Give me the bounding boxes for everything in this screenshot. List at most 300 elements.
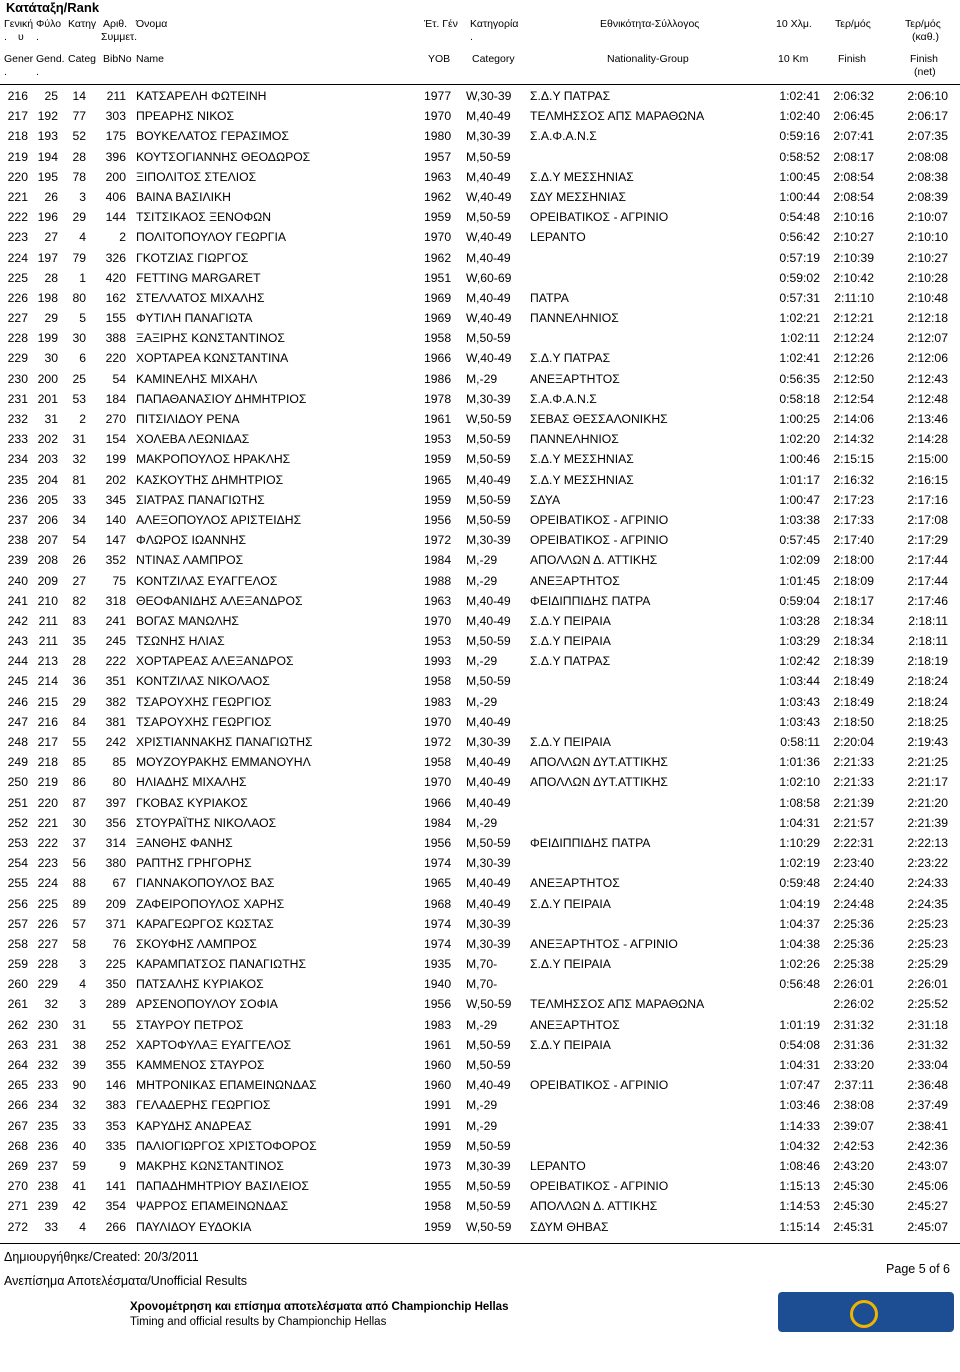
table-row xyxy=(0,853,960,873)
table-cell: 30 xyxy=(44,351,58,366)
table-cell: 2:17:08 xyxy=(907,512,948,527)
table-cell: 2:18:50 xyxy=(833,714,874,729)
table-cell: 90 xyxy=(72,1078,86,1093)
table-row xyxy=(0,308,960,328)
table-cell: 266 xyxy=(105,1219,126,1234)
table-cell: 1951 xyxy=(424,270,452,285)
table-cell: 236 xyxy=(37,1138,58,1153)
table-cell: ΤΣΑΡΟΥΧΗΣ ΓΕΩΡΓΙΟΣ xyxy=(136,714,272,729)
table-cell: 2:45:30 xyxy=(833,1199,874,1214)
table-cell: ΠΑΥΛΙΔΟΥ ΕΥΔΟΚΙΑ xyxy=(136,1219,252,1234)
table-cell: ΑΠΟΛΛΩΝ ΔΥΤ.ΑΤΤΙΚΗΣ xyxy=(530,755,668,770)
table-cell: 246 xyxy=(7,694,28,709)
table-cell: ΠΑΝΝΕΛΗΝΙΟΣ xyxy=(530,311,619,326)
table-row xyxy=(0,571,960,591)
table-cell: 1:01:36 xyxy=(779,755,820,770)
table-cell: 239 xyxy=(37,1199,58,1214)
table-cell: 2:21:33 xyxy=(833,755,874,770)
table-cell: 2:18:39 xyxy=(833,654,874,669)
table-cell: 2:25:36 xyxy=(833,936,874,951)
table-row xyxy=(0,974,960,994)
table-cell: ΤΣΙΤΣΙΚΑΟΣ ΞΕΝΟΦΩΝ xyxy=(136,210,272,225)
table-cell: 2:10:42 xyxy=(833,270,874,285)
table-cell: 2:10:48 xyxy=(907,290,948,305)
table-cell: 0:54:48 xyxy=(779,210,820,225)
table-cell: 2:19:43 xyxy=(907,735,948,749)
table-cell: 0:58:11 xyxy=(780,735,820,749)
table-cell: M,40-49 xyxy=(466,755,511,770)
table-cell: 162 xyxy=(105,290,126,305)
table-cell: 0:57:45 xyxy=(779,533,820,548)
table-cell: 265 xyxy=(7,1078,28,1093)
table-cell: 253 xyxy=(7,835,28,850)
table-cell: 1:07:47 xyxy=(779,1078,820,1093)
table-cell: 1970 xyxy=(424,714,452,729)
table-cell: ΓΙΑΝΝΑΚΟΠΟΥΛΟΣ ΒΑΣ xyxy=(136,876,275,891)
table-cell: 239 xyxy=(7,553,28,568)
table-row xyxy=(0,288,960,308)
table-cell: 2:37:11 xyxy=(834,1078,874,1093)
table-cell: 30 xyxy=(72,815,86,830)
table-cell: 2:18:09 xyxy=(833,573,874,588)
table-cell: 2:10:39 xyxy=(833,250,874,265)
table-cell: 35 xyxy=(72,634,86,649)
table-cell: 1:00:44 xyxy=(779,189,820,204)
table-cell: ΧΟΡΤΑΡΕΑΣ ΑΛΕΞΑΝΔΡΟΣ xyxy=(136,654,294,669)
table-cell: ΓΚΟΤΖΙΑΣ ΓΙΩΡΓΟΣ xyxy=(136,250,249,265)
table-cell: 388 xyxy=(105,331,126,346)
table-cell: ΚΑΜΙΝΕΛΗΣ ΜΙΧΑΗΛ xyxy=(136,371,258,386)
table-cell: 39 xyxy=(72,1058,86,1072)
table-cell: 272 xyxy=(7,1219,28,1234)
table-cell: M,50-59 xyxy=(466,492,511,507)
table-cell: 2:45:06 xyxy=(907,1179,948,1194)
table-row xyxy=(0,207,960,227)
table-cell: 204 xyxy=(37,472,58,487)
table-cell: ΒΟΓΑΣ ΜΑΝΩΛΗΣ xyxy=(136,613,239,628)
table-cell: 200 xyxy=(37,371,58,386)
table-cell: ΠΙΤΣΙΛΙΔΟΥ ΡΕΝΑ xyxy=(136,412,240,426)
table-cell: 2:37:49 xyxy=(907,1098,948,1113)
table-cell: M,50-59 xyxy=(466,1058,511,1072)
table-cell: 262 xyxy=(7,1017,28,1032)
table-cell: Σ.Α.Φ.Α.Ν.Σ xyxy=(530,129,597,144)
table-cell: M,40-49 xyxy=(466,613,511,628)
table-cell: M,50-59 xyxy=(466,512,511,527)
table-cell: M,50-59 xyxy=(466,331,511,346)
table-cell: 224 xyxy=(7,250,28,265)
table-cell: 147 xyxy=(105,533,126,548)
table-cell: 83 xyxy=(72,613,86,628)
table-cell: 245 xyxy=(105,634,126,649)
table-cell: 345 xyxy=(105,492,126,507)
table-cell: 1935 xyxy=(424,957,452,972)
table-cell: 2:21:39 xyxy=(833,795,874,810)
table-cell: ΟΡΕΙΒΑΤΙΚΟΣ - ΑΓΡΙΝΙΟ xyxy=(530,1078,669,1093)
table-cell: 1:03:44 xyxy=(779,674,820,689)
table-cell: 2:26:01 xyxy=(907,977,948,992)
table-cell: ΧΑΡΤΟΦΥΛΑΞ ΕΥΑΓΓΕΛΟΣ xyxy=(136,1037,292,1052)
table-cell: W,60-69 xyxy=(466,270,512,285)
table-cell: 1956 xyxy=(424,835,452,850)
table-cell: Σ.Α.Φ.Α.Ν.Σ xyxy=(530,391,597,406)
table-cell: 2:17:46 xyxy=(907,593,948,608)
table-cell: 2:06:45 xyxy=(833,109,874,124)
table-cell: 4 xyxy=(79,1219,86,1234)
table-cell: 260 xyxy=(7,977,28,992)
table-cell: 259 xyxy=(7,957,28,972)
table-cell: 78 xyxy=(72,169,86,184)
table-cell: 231 xyxy=(7,391,28,406)
table-cell: 2:18:00 xyxy=(833,553,874,568)
table-cell: 335 xyxy=(105,1138,126,1153)
table-cell: ΟΡΕΙΒΑΤΙΚΟΣ - ΑΓΡΙΝΙΟ xyxy=(530,210,669,225)
table-cell: 2:22:31 xyxy=(833,835,874,850)
table-cell: ΣΙΑΤΡΑΣ ΠΑΝΑΓΙΩΤΗΣ xyxy=(136,492,265,507)
table-cell: 2:25:23 xyxy=(907,936,948,951)
table-cell: 205 xyxy=(37,492,58,507)
championchip-logo: CHAMPIONCHIP xyxy=(778,1292,954,1332)
table-cell: ΞΙΠΟΛΙΤΟΣ ΣΤΕΛΙΟΣ xyxy=(136,169,257,184)
table-cell: 1959 xyxy=(424,210,452,225)
column-header-english: Gener Gend. Categ BibNo Name YOB Category Nationality-Group 10 Km Finish Finish . . (net) xyxy=(4,53,939,78)
table-cell: 2:31:32 xyxy=(833,1017,874,1032)
table-cell: ΜΗΤΡΟΝΙΚΑΣ ΕΠΑΜΕΙΝΩΝΔΑΣ xyxy=(136,1078,317,1093)
table-cell: ΜΑΚΡΗΣ ΚΩΝΣΤΑΝΤΙΝΟΣ xyxy=(136,1158,284,1173)
table-cell: 235 xyxy=(37,1118,58,1133)
table-cell: 2:33:20 xyxy=(833,1058,874,1072)
table-cell: ΚΟΝΤΖΙΛΑΣ ΝΙΚΟΛΑΟΣ xyxy=(136,674,270,689)
table-row xyxy=(0,147,960,167)
table-cell: ΠΑΤΡΑ xyxy=(530,290,569,305)
hdr-finish-net: Τερ/μός xyxy=(905,18,941,30)
table-cell: 211 xyxy=(106,89,126,103)
table-cell: 219 xyxy=(37,775,58,790)
results-table xyxy=(0,86,960,1237)
table-cell: 1966 xyxy=(424,795,452,810)
table-cell: 270 xyxy=(105,412,126,426)
table-cell: 154 xyxy=(105,432,126,447)
table-cell: 87 xyxy=(72,795,86,810)
table-cell: M,-29 xyxy=(466,1118,498,1133)
table-cell: M,-29 xyxy=(466,654,498,669)
table-cell: 380 xyxy=(105,856,126,871)
table-cell: M,40-49 xyxy=(466,169,511,184)
table-cell: M,50-59 xyxy=(466,1037,511,1052)
table-cell: 86 xyxy=(72,775,86,790)
table-cell: ΤΕΛΜΗΣΣΟΣ ΑΠΣ ΜΑΡΑΘΩΝΑ xyxy=(530,997,705,1012)
created-date: Δημιουργήθηκε/Created: 20/3/2011 xyxy=(4,1250,199,1264)
table-cell: 233 xyxy=(7,432,28,447)
table-cell: 228 xyxy=(7,331,28,346)
table-cell: ΜΑΚΡΟΠΟΥΛΟΣ ΗΡΑΚΛΗΣ xyxy=(136,452,291,467)
table-cell: 420 xyxy=(105,270,126,285)
table-cell: 85 xyxy=(112,755,126,770)
table-cell: 2:24:33 xyxy=(907,876,948,891)
table-cell: 1:03:43 xyxy=(779,694,820,709)
table-cell: 202 xyxy=(105,472,126,487)
table-row xyxy=(0,1156,960,1176)
table-cell: 184 xyxy=(105,391,126,406)
table-row xyxy=(0,389,960,409)
table-cell: M,-29 xyxy=(466,573,498,588)
table-cell: 1959 xyxy=(424,492,452,507)
table-row xyxy=(0,1196,960,1216)
table-cell: M,30-39 xyxy=(466,1158,511,1173)
table-cell: 2:21:57 xyxy=(833,815,874,830)
table-cell: M,30-39 xyxy=(466,533,511,548)
table-cell: 33 xyxy=(72,1118,86,1133)
hdr-bib: Αριθ. xyxy=(103,18,128,30)
table-cell: 2:06:32 xyxy=(833,89,874,103)
table-cell: 201 xyxy=(37,391,58,406)
table-cell: 229 xyxy=(7,351,28,366)
table-cell: 228 xyxy=(37,957,58,972)
table-cell: 1961 xyxy=(424,412,452,426)
table-cell: 57 xyxy=(72,916,86,931)
table-cell: 2:14:32 xyxy=(833,432,874,447)
footer-divider xyxy=(0,1243,960,1244)
table-cell: 397 xyxy=(105,795,126,810)
table-cell: 314 xyxy=(105,835,126,850)
table-cell: 75 xyxy=(112,573,126,588)
table-cell: Σ.Δ.Υ ΠΕΙΡΑΙΑ xyxy=(530,613,611,628)
table-cell: 2 xyxy=(119,230,126,245)
table-cell: 2:17:44 xyxy=(907,573,948,588)
table-cell: 2:16:32 xyxy=(833,472,874,487)
table-cell: 209 xyxy=(37,573,58,588)
table-cell: ΜΟΥΖΟΥΡΑΚΗΣ ΕΜΜΑΝΟΥΗΛ xyxy=(136,755,311,770)
table-cell: 2:10:07 xyxy=(907,210,948,225)
table-cell: 88 xyxy=(72,876,86,891)
table-cell: 80 xyxy=(72,290,86,305)
table-cell: 1974 xyxy=(424,916,452,931)
table-cell: 27 xyxy=(44,230,58,245)
table-cell: M,40-49 xyxy=(466,593,511,608)
table-cell: 0:59:48 xyxy=(779,876,820,891)
table-cell: ΑΝΕΞΑΡΤΗΤΟΣ xyxy=(530,876,620,891)
table-cell: ΠΑΛΙΟΓΙΩΡΓΟΣ ΧΡΙΣΤΟΦΟΡΟΣ xyxy=(136,1138,317,1153)
table-cell: LEPANTO xyxy=(530,1158,586,1173)
table-cell: 326 xyxy=(105,250,126,265)
table-cell: 2 xyxy=(79,412,86,426)
table-cell: 2:26:01 xyxy=(833,977,874,992)
table-cell: 2:43:07 xyxy=(907,1158,948,1173)
table-cell: 14 xyxy=(72,89,86,103)
table-cell: 0:56:42 xyxy=(779,230,820,245)
table-cell: ΣΤΟΥΡΑΪΤΗΣ ΝΙΚΟΛΑΟΣ xyxy=(136,815,277,830)
table-cell: 261 xyxy=(7,997,28,1012)
table-cell: 351 xyxy=(105,674,126,689)
table-cell: 2:31:18 xyxy=(907,1017,948,1032)
table-cell: Σ.Δ.Υ ΠΕΙΡΑΙΑ xyxy=(530,896,611,911)
table-cell: 1959 xyxy=(424,1219,452,1234)
table-row xyxy=(0,651,960,671)
table-cell: 2:14:06 xyxy=(833,412,874,426)
table-cell: M,40-49 xyxy=(466,109,511,124)
table-row xyxy=(0,894,960,914)
table-cell: ΟΡΕΙΒΑΤΙΚΟΣ - ΑΓΡΙΝΙΟ xyxy=(530,533,669,548)
table-cell: 218 xyxy=(7,129,28,144)
table-cell: 396 xyxy=(105,149,126,164)
table-cell: 1:02:26 xyxy=(779,957,820,972)
table-cell: 2:24:35 xyxy=(907,896,948,911)
table-cell: 1:02:42 xyxy=(779,654,820,669)
table-cell: 2:12:54 xyxy=(833,391,874,406)
table-row xyxy=(0,772,960,792)
table-cell: 1958 xyxy=(424,674,452,689)
table-cell: ΝΤΙΝΑΣ ΛΑΜΠΡΟΣ xyxy=(136,553,244,568)
table-row xyxy=(0,1055,960,1075)
table-cell: 1:14:33 xyxy=(779,1118,820,1133)
table-cell: 80 xyxy=(112,775,126,790)
table-cell: 303 xyxy=(105,109,126,124)
table-row xyxy=(0,873,960,893)
table-cell: 1970 xyxy=(424,775,452,790)
table-cell: M,40-49 xyxy=(466,250,511,265)
table-cell: 1962 xyxy=(424,189,452,204)
table-cell: LEPANTO xyxy=(530,230,586,245)
table-cell: 2:21:25 xyxy=(907,755,948,770)
table-row xyxy=(0,793,960,813)
table-cell: ΞΑΝΘΗΣ ΦΑΝΗΣ xyxy=(136,835,233,850)
table-cell: M,-29 xyxy=(466,815,498,830)
table-cell: 32 xyxy=(72,1098,86,1113)
table-cell: 2:20:04 xyxy=(833,735,874,749)
table-cell: 1:04:37 xyxy=(779,916,820,931)
table-cell: 29 xyxy=(44,311,58,326)
table-cell: 54 xyxy=(112,371,126,386)
table-cell: FETTING MARGARET xyxy=(136,270,261,285)
table-cell: 2:38:08 xyxy=(833,1098,874,1113)
table-cell: M,50-59 xyxy=(466,210,511,225)
table-cell: 254 xyxy=(7,856,28,871)
table-cell: 221 xyxy=(37,815,58,830)
table-cell: 1:04:31 xyxy=(779,815,820,830)
table-cell: 1963 xyxy=(424,169,452,184)
table-cell: ΚΑΡΑΜΠΑΤΣΟΣ ΠΑΝΑΓΙΩΤΗΣ xyxy=(136,957,307,972)
table-cell: ΤΕΛΜΗΣΣΟΣ ΑΠΣ ΜΑΡΑΘΩΝΑ xyxy=(530,109,705,124)
table-cell: M,70- xyxy=(466,977,498,992)
table-cell: M,-29 xyxy=(466,694,498,709)
table-cell: ΨΑΡΡΟΣ ΕΠΑΜΕΙΝΩΝΔΑΣ xyxy=(136,1199,289,1214)
table-cell: ΦΕΙΔΙΠΠΙΔΗΣ ΠΑΤΡΑ xyxy=(530,593,651,608)
table-cell: 1:10:29 xyxy=(779,835,820,850)
table-cell: 1:03:43 xyxy=(779,714,820,729)
table-cell: 1:14:53 xyxy=(779,1199,820,1214)
table-cell: M,-29 xyxy=(466,1017,498,1032)
table-cell: 32 xyxy=(72,452,86,467)
table-cell: M,50-59 xyxy=(466,432,511,447)
table-cell: 1 xyxy=(79,270,86,285)
table-row xyxy=(0,1136,960,1156)
table-cell: 1958 xyxy=(424,331,452,346)
table-cell: ΒΟΥΚΕΛΑΤΟΣ ΓΕΡΑΣΙΜΟΣ xyxy=(136,129,289,144)
table-cell: 257 xyxy=(7,916,28,931)
table-cell: 195 xyxy=(37,169,58,184)
table-cell: 207 xyxy=(37,533,58,548)
table-cell: 1:08:46 xyxy=(779,1158,820,1173)
table-cell: 217 xyxy=(37,735,58,749)
table-cell: 89 xyxy=(72,896,86,911)
table-cell: 31 xyxy=(72,1017,86,1032)
table-cell: 2:21:33 xyxy=(833,775,874,790)
table-cell: 0:59:04 xyxy=(779,593,820,608)
table-cell: 0:59:02 xyxy=(779,270,820,285)
table-cell: 56 xyxy=(72,856,86,871)
table-cell: 38 xyxy=(72,1037,86,1052)
table-cell: M,30-39 xyxy=(466,735,511,749)
table-cell: 2:17:16 xyxy=(907,492,948,507)
table-cell: 26 xyxy=(72,553,86,568)
table-row xyxy=(0,591,960,611)
table-cell: 1:01:19 xyxy=(779,1017,820,1032)
table-cell: 1980 xyxy=(424,129,452,144)
table-cell: 28 xyxy=(72,149,86,164)
table-cell: 1957 xyxy=(424,149,452,164)
table-cell: 234 xyxy=(37,1098,58,1113)
table-cell: W,30-39 xyxy=(466,89,512,103)
table-row xyxy=(0,449,960,469)
table-row xyxy=(0,914,960,934)
table-cell: 1986 xyxy=(424,371,452,386)
table-cell: 1962 xyxy=(424,250,452,265)
table-cell: 1965 xyxy=(424,876,452,891)
table-cell: 211 xyxy=(38,613,58,628)
table-cell: 81 xyxy=(72,472,86,487)
table-cell: M,50-59 xyxy=(466,1199,511,1214)
table-cell: 2:33:04 xyxy=(907,1058,948,1072)
table-cell: 2:08:08 xyxy=(907,149,948,164)
table-cell: 53 xyxy=(72,391,86,406)
table-cell: 32 xyxy=(44,997,58,1012)
table-cell: ΞΑΞΙΡΗΣ ΚΩΝΣΤΑΝΤΙΝΟΣ xyxy=(136,331,285,346)
table-cell: ΧΟΡΤΑΡΕΑ ΚΩΝΣΤΑΝΤΙΝΑ xyxy=(136,351,289,366)
table-cell: ΧΡΙΣΤΙΑΝΝΑΚΗΣ ΠΑΝΑΓΙΩΤΗΣ xyxy=(136,735,313,749)
table-cell: ΓΚΟΒΑΣ ΚΥΡΙΑΚΟΣ xyxy=(136,795,248,810)
table-cell: 225 xyxy=(105,957,126,972)
table-row xyxy=(0,106,960,126)
timing-greek: Χρονομέτρηση και επίσημα αποτελέσματα από Championchip Hellas xyxy=(130,1301,509,1313)
table-row xyxy=(0,954,960,974)
table-cell: 232 xyxy=(37,1058,58,1072)
table-cell: 27 xyxy=(72,573,86,588)
table-cell: 1970 xyxy=(424,230,452,245)
table-cell: M,50-59 xyxy=(466,674,511,689)
table-cell: 42 xyxy=(72,1199,86,1214)
table-row xyxy=(0,1095,960,1115)
table-cell: M,-29 xyxy=(466,371,498,386)
table-cell: 1:15:14 xyxy=(779,1219,820,1234)
table-cell: 1988 xyxy=(424,573,452,588)
table-cell: 2:12:50 xyxy=(833,371,874,386)
table-row xyxy=(0,1035,960,1055)
table-cell: 226 xyxy=(7,290,28,305)
table-cell: 1:04:38 xyxy=(779,936,820,951)
table-cell: 2:12:18 xyxy=(907,311,948,326)
table-cell: 371 xyxy=(105,916,126,931)
table-cell: M,40-49 xyxy=(466,1078,511,1093)
table-cell: 2:45:31 xyxy=(833,1219,874,1234)
table-cell: 1940 xyxy=(424,977,452,992)
table-cell: 1978 xyxy=(424,391,452,406)
table-row xyxy=(0,631,960,651)
table-cell: 6 xyxy=(79,351,86,366)
table-cell: 36 xyxy=(72,674,86,689)
table-cell: 31 xyxy=(72,432,86,447)
table-cell: 141 xyxy=(105,1179,126,1194)
table-cell: ΚΑΜΜΕΝΟΣ ΣΤΑΥΡΟΣ xyxy=(136,1058,265,1072)
